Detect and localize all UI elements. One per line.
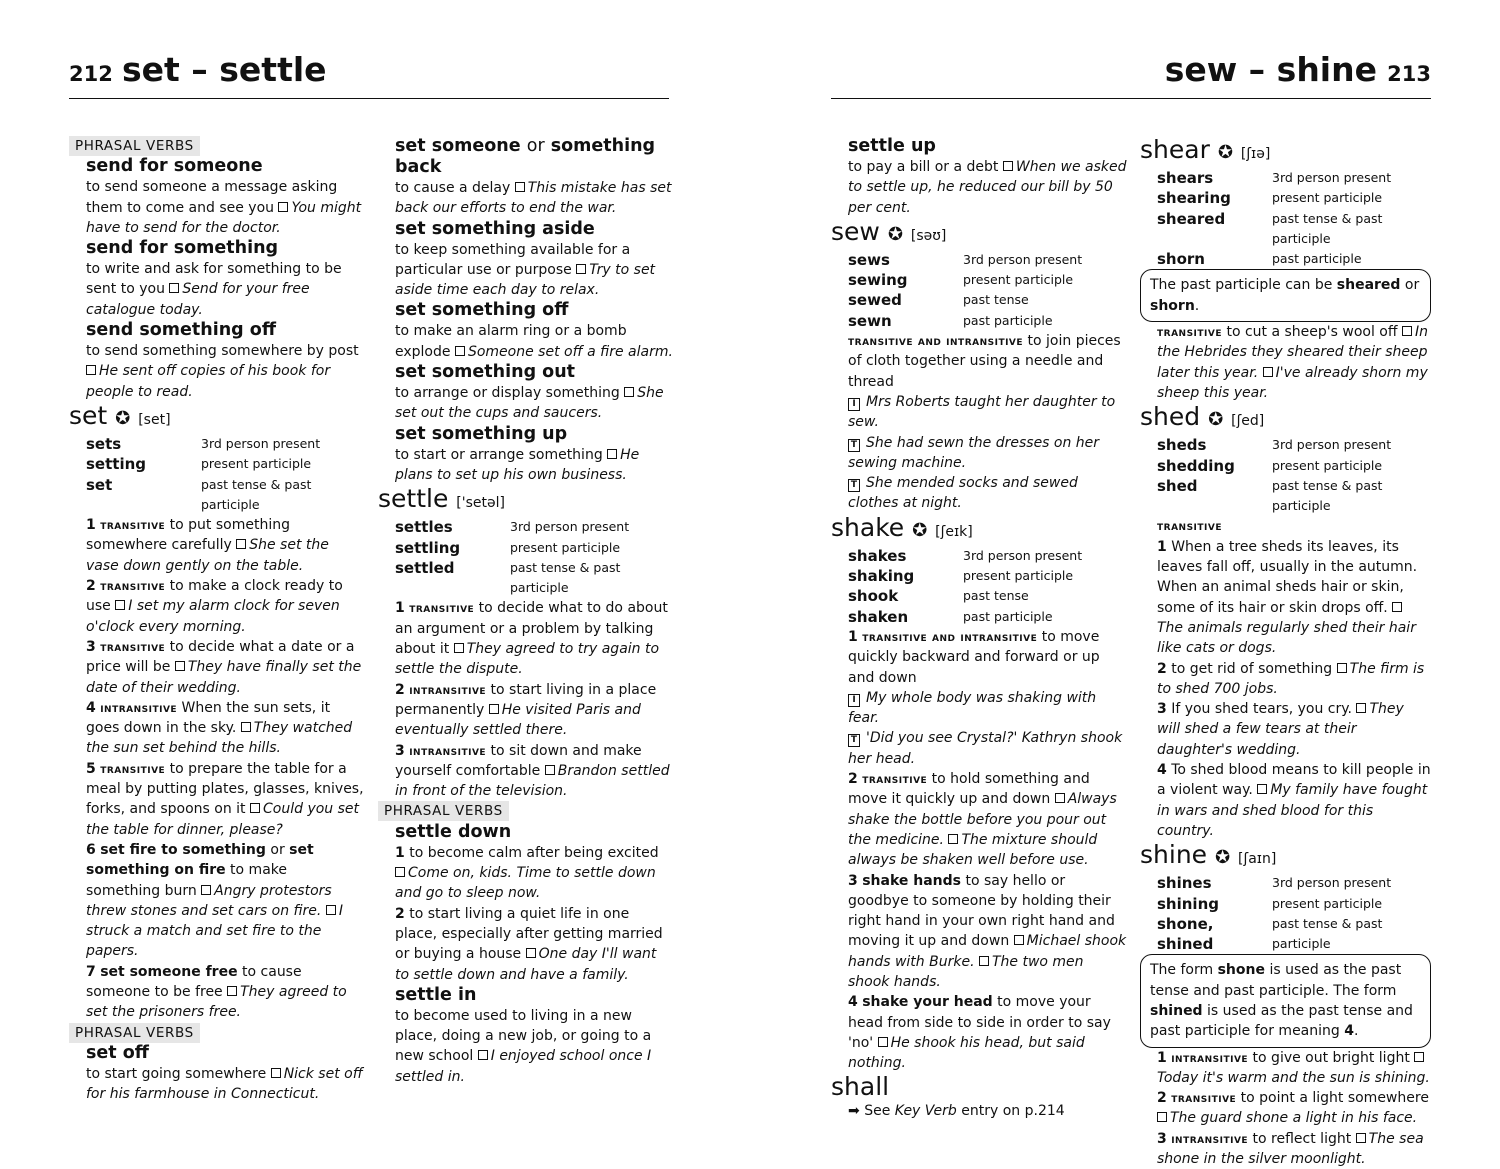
intransitive-icon: I xyxy=(848,398,860,411)
sense: 1 transitive and intransitive to move quickly backward and forward or up and down xyxy=(848,628,1100,686)
sense: 2 transitive to point a light somewhere The guard shone a light in his face. xyxy=(1157,1090,1429,1127)
sense: 5 transitive to prepare the table for a meal by putting plates, glasses, knives, forks, and spoons on it Could you set the table for dinner, please? xyxy=(86,760,364,838)
sense: 3 intransitive to sit down and make yourself comfortable Brandon settled in front of the television. xyxy=(395,742,670,800)
square-icon xyxy=(1356,1133,1366,1143)
square-icon xyxy=(1337,663,1347,673)
cross-reference: ➡ See Key Verb entry on p.214 xyxy=(848,1103,1065,1120)
definition: to start or arrange something He plans to set up his own business. xyxy=(395,446,640,483)
arrow-right-icon: ➡ xyxy=(848,1103,860,1120)
phrasal-verb: set something aside xyxy=(395,218,595,239)
verb-forms: shakes 3rd person present shaking present participle shook past tense shaken past participle xyxy=(848,546,1083,626)
square-icon xyxy=(1257,784,1267,794)
left-header-rule xyxy=(69,98,669,99)
transitive-icon: T xyxy=(848,479,860,492)
square-icon xyxy=(1003,161,1013,171)
square-icon xyxy=(1414,1052,1424,1062)
example: T She mended socks and sewed clothes at night. xyxy=(848,475,1078,512)
phrasal-verbs-label: PHRASAL VERBS xyxy=(69,1023,200,1043)
definition: to arrange or display something She set out the cups and saucers. xyxy=(395,385,664,422)
sense: 1 transitive to decide what to do about an argument or a problem by talking about it They agreed to try again to settle the dispute. xyxy=(395,600,668,678)
headword-settle: settle ['setəl] xyxy=(378,484,505,514)
phrasal-verb: set something up xyxy=(395,423,568,444)
column-4 xyxy=(1140,136,1431,1169)
sense: 1 intransitive to give out bright light Today it's warm and the sun is shining. xyxy=(1157,1049,1430,1086)
square-icon xyxy=(1402,326,1412,336)
square-icon xyxy=(241,722,251,732)
star-icon: ✪ xyxy=(1217,142,1233,163)
square-icon xyxy=(948,834,958,844)
phrasal-verbs-label: PHRASAL VERBS xyxy=(378,801,509,821)
square-icon xyxy=(175,661,185,671)
transitive-icon: T xyxy=(848,439,860,452)
square-icon xyxy=(271,1068,281,1078)
square-icon xyxy=(278,202,288,212)
left-page-title: set – settle xyxy=(122,50,327,89)
definition: to cause a delay This mistake has set back our efforts to end the war. xyxy=(395,180,672,217)
sense: 3 If you shed tears, you cry. They will shed a few tears at their daughter's wedding. xyxy=(1157,701,1404,758)
square-icon xyxy=(86,365,96,375)
square-icon xyxy=(201,885,211,895)
sense: 6 set fire to something or set something on fire to make something burn Angry protestors threw stones and set cars on fire. I struck a match and set fire to the papers. xyxy=(86,841,343,960)
square-icon xyxy=(1356,703,1366,713)
headword-shall: shall xyxy=(831,1072,890,1102)
sense: 4 shake your head to move your head from side to side in order to say 'no' He shook his head, but said nothing. xyxy=(848,994,1111,1072)
square-icon xyxy=(1014,935,1024,945)
definition: to send something somewhere by post He sent off copies of his book for people to read. xyxy=(86,343,359,400)
star-icon: ✪ xyxy=(912,519,928,541)
sense: 1 transitive to put something somewhere carefully She set the vase down gently on the table. xyxy=(86,517,329,574)
phrasal-verb: send for someone xyxy=(86,156,263,177)
verb-forms: sets 3rd person present setting present participle set past tense & past participle xyxy=(86,434,321,512)
sense: 2 to get rid of something The firm is to shed 700 jobs. xyxy=(1157,660,1425,697)
star-icon: ✪ xyxy=(1208,409,1224,431)
sense: transitive and intransitive to join pieces of cloth together using a needle and thread xyxy=(848,333,1121,390)
definition: to start going somewhere Nick set off for his farmhouse in Connecticut. xyxy=(86,1065,363,1103)
square-icon xyxy=(489,704,499,714)
square-icon xyxy=(115,600,125,610)
square-icon xyxy=(545,765,555,775)
left-page-number: 212 xyxy=(69,62,113,86)
headword-shear: shear ✪ [ʃɪə] xyxy=(1140,135,1271,164)
phrasal-verb: settle down xyxy=(395,821,512,842)
square-icon xyxy=(979,956,989,966)
sense: 3 intransitive to reflect light The sea shone in the silver moonlight. xyxy=(1157,1130,1424,1168)
definition: to pay a bill or a debt When we asked to settle up, he reduced our bill by 50 per cent. xyxy=(848,159,1127,216)
sense: 2 to start living a quiet life in one place, especially after getting married or buying a house One day I'll want to settle down and have a family. xyxy=(395,905,663,983)
example: T 'Did you see Crystal?' Kathryn shook her head. xyxy=(848,730,1123,767)
column-1 xyxy=(69,136,365,1104)
verb-forms: settles 3rd person present settling present participle settled past tense & past participle xyxy=(395,518,630,596)
definition: to keep something available for a particular use or purpose Try to set aside time each day to relax. xyxy=(395,241,656,299)
square-icon xyxy=(326,905,336,915)
phrasal-verb: set off xyxy=(86,1042,149,1063)
square-icon xyxy=(1263,367,1273,377)
square-icon xyxy=(169,283,179,293)
definition: to write and ask for something to be sent to you Send for your free catalogue today. xyxy=(86,261,342,318)
phrasal-verb: set something off xyxy=(395,300,569,321)
square-icon xyxy=(576,264,586,274)
square-icon xyxy=(227,986,237,996)
usage-note: The form shone is used as the past tense and past participle. The form shined is used as the past tense and past participle for meaning 4. xyxy=(1140,954,1431,1047)
sense: 2 transitive to make a clock ready to use I set my alarm clock for seven o'clock every morning. xyxy=(86,578,343,635)
phrasal-verb: set someone or something back xyxy=(395,136,656,177)
square-icon xyxy=(236,539,246,549)
square-icon xyxy=(526,948,536,958)
usage-note: The past participle can be sheared or shorn. xyxy=(1140,269,1431,322)
square-icon xyxy=(455,346,465,356)
square-icon xyxy=(454,643,464,653)
square-icon xyxy=(878,1037,888,1047)
column-3 xyxy=(831,136,1127,1122)
headword-set: set ✪ [set] xyxy=(69,400,171,430)
headword-sew: sew ✪ [səʊ] xyxy=(831,216,947,246)
definition: to send someone a message asking them to come and see you You might have to send for the doctor. xyxy=(86,179,362,236)
intransitive-icon: I xyxy=(848,694,860,707)
headword-shake: shake ✪ [ʃeɪk] xyxy=(831,512,973,542)
square-icon xyxy=(607,449,617,459)
phrasal-verb: settle up xyxy=(848,136,936,156)
verb-forms: sews 3rd person present sewing present participle sewed past tense sewn past participle xyxy=(848,250,1083,330)
star-icon: ✪ xyxy=(115,407,131,429)
sense: 1 to become calm after being excited Come on, kids. Time to settle down and go to sleep now. xyxy=(395,844,659,902)
phrasal-verb: send for something xyxy=(86,238,279,259)
star-icon: ✪ xyxy=(887,223,903,245)
sense: 1 When a tree sheds its leaves, its leaves fall off, usually in the autumn. When an animal sheds hair or skin, some of its hair or skin drops off. The animals regularly shed their hair like cats or dogs. xyxy=(1157,538,1418,657)
sense: 4 To shed blood means to kill people in a violent way. My family have fought in wars and shed blood for this country. xyxy=(1157,762,1431,839)
square-icon xyxy=(515,182,525,192)
sense: 2 transitive to hold something and move it quickly up and down Always shake the bottle before you pour out the medicine. The mixture should always be shaken well before use. xyxy=(848,771,1117,869)
headword-shine: shine ✪ [ʃaɪn] xyxy=(1140,840,1277,870)
definition: to make an alarm ring or a bomb explode Someone set off a fire alarm. xyxy=(395,323,673,360)
grammar-label: transitive xyxy=(1157,518,1222,534)
sense: 7 set someone free to cause someone to be free They agreed to set the prisoners free. xyxy=(86,963,347,1021)
right-header-rule xyxy=(831,98,1431,99)
right-page-number: 213 xyxy=(1387,62,1431,86)
square-icon xyxy=(1055,793,1065,803)
phrasal-verb: set something out xyxy=(395,362,576,383)
verb-forms: shines 3rd person present shining present participle shone, shined past tense & past participle xyxy=(1157,874,1392,954)
sense: 3 shake hands to say hello or goodbye to someone by holding their right hand in your own right hand and moving it up and down Michael shook hands with Burke. The two men shook hands. xyxy=(848,872,1127,990)
definition: to become used to living in a new place, doing a new job, or going to a new school I enjoyed school once I settled in. xyxy=(395,1007,652,1085)
headword-shed: shed ✪ [ʃed] xyxy=(1140,402,1265,432)
sense: transitive to cut a sheep's wool off In the Hebrides they sheared their sheep later this year. I've already shorn my sheep this year. xyxy=(1157,324,1428,401)
example: I Mrs Roberts taught her daughter to sew. xyxy=(848,393,1116,431)
example: I My whole body was shaking with fear. xyxy=(848,689,1097,727)
square-icon xyxy=(250,803,260,813)
sense: 3 transitive to decide what a date or a price will be They have finally set the date of their wedding. xyxy=(86,638,362,696)
right-page-title: sew – shine xyxy=(1164,50,1377,89)
star-icon: ✪ xyxy=(1215,847,1231,869)
square-icon xyxy=(1157,1112,1167,1122)
square-icon xyxy=(395,867,405,877)
square-icon xyxy=(624,387,634,397)
verb-forms: shears 3rd person present shearing present participle sheared past tense & past participle shorn past participle xyxy=(1157,169,1392,269)
column-2 xyxy=(378,136,674,1087)
phrasal-verb: settle in xyxy=(395,984,477,1005)
square-icon xyxy=(478,1050,488,1060)
sense: 4 intransitive When the sun sets, it goes down in the sky. They watched the sun set behind the hills. xyxy=(86,699,353,757)
phrasal-verbs-label: PHRASAL VERBS xyxy=(69,136,200,156)
transitive-icon: T xyxy=(848,734,860,747)
example: T She had sewn the dresses on her sewing machine. xyxy=(848,434,1100,471)
sense: 2 intransitive to start living in a place permanently He visited Paris and eventually settled there. xyxy=(395,681,657,739)
phrasal-verb: send something off xyxy=(86,320,277,341)
square-icon xyxy=(1392,602,1402,612)
verb-forms: sheds 3rd person present shedding present participle shed past tense & past participle xyxy=(1157,436,1392,514)
